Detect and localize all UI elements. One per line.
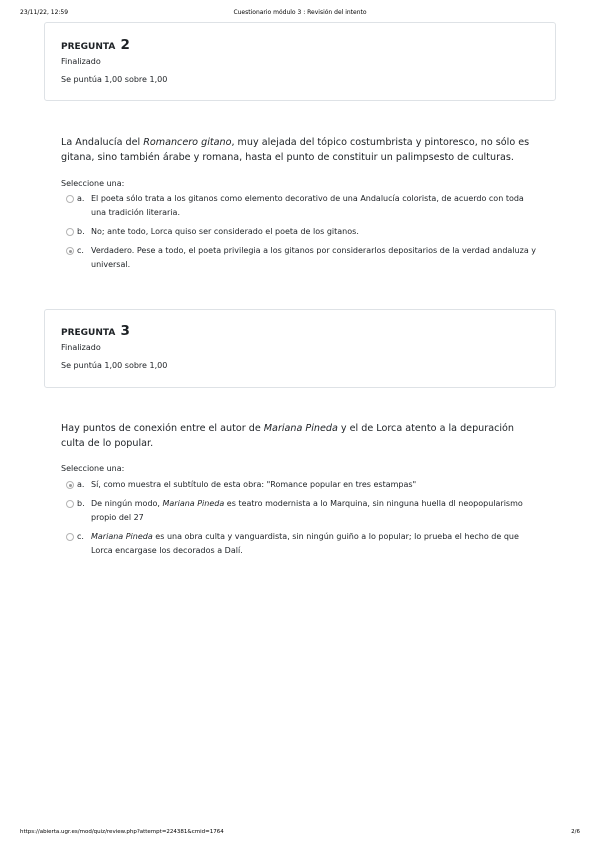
radio-button-selected[interactable]	[66, 481, 74, 489]
question-info-box-2	[44, 22, 556, 101]
question-text-italic: Romancero gitano	[143, 137, 232, 148]
option-text: El poeta sólo trata a los gitanos como elemento decorativo de una Andalucía colorista, de acuerdo con toda una tradición literaria.	[91, 194, 524, 217]
radio-button-selected[interactable]	[66, 247, 74, 255]
option-letter: a.	[77, 480, 85, 489]
option-text-part: es teatro modernista a lo Marquina, sin ninguna huella dl neopopularismo propio del 27	[91, 499, 523, 522]
radio-button[interactable]	[66, 228, 74, 236]
answer-option-c[interactable]	[66, 530, 544, 558]
option-text-part: es una obra culta y vanguardista, sin ningún guiño a lo popular; lo prueba el hecho de que Lorca encargase los decorados a Dalí.	[91, 532, 519, 555]
question-label: PREGUNTA	[61, 42, 116, 52]
answer-option-a[interactable]	[66, 192, 544, 220]
question-text-part: , muy alejada del tópico costumbrista y pintoresco, no sólo es gitana, sino también árabe y romana, hasta el punto de constituir un palimpsesto de culturas.	[61, 137, 530, 163]
print-header	[0, 9, 600, 21]
question-text-part: La Andalucía del	[61, 137, 144, 148]
question-number: 3	[120, 323, 130, 339]
question-number: 2	[120, 37, 130, 53]
answer-option-c[interactable]	[66, 244, 544, 272]
option-text: Verdadero. Pese a todo, el poeta privilegia a los gitanos por considerarlos depositarios de la verdad andaluza y universal.	[91, 246, 537, 269]
question-text-italic: Mariana Pineda	[263, 423, 338, 434]
option-text	[91, 530, 541, 557]
question-heading	[61, 37, 130, 53]
option-letter: b.	[77, 227, 85, 236]
question-heading	[61, 323, 130, 339]
option-text-italic: Mariana Pineda	[91, 532, 153, 541]
answer-option-a[interactable]	[66, 478, 544, 492]
page-url: https://abierta.ugr.es/mod/quiz/review.php?attempt=224381&cmid=1764	[20, 829, 224, 835]
question-text-part: y el de Lorca atento a la depuración culta de lo popular.	[61, 423, 514, 449]
option-text: Sí, como muestra el subtítulo de esta obra: "Romance popular en tres estampas"	[91, 480, 417, 489]
option-text-part: De ningún modo,	[91, 499, 163, 508]
print-date: 23/11/22, 12:59	[20, 9, 69, 16]
answer-option-b[interactable]	[66, 497, 544, 525]
question-text	[61, 135, 539, 165]
question-text	[61, 421, 539, 451]
option-text: No; ante todo, Lorca quiso ser considerado el poeta de los gitanos.	[91, 227, 359, 236]
answer-prompt: Seleccione una:	[61, 464, 125, 473]
answer-option-b[interactable]	[66, 225, 544, 239]
print-footer	[0, 829, 600, 841]
document-title: Cuestionario módulo 3 : Revisión del intento	[233, 9, 367, 16]
radio-button[interactable]	[66, 195, 74, 203]
answer-prompt: Seleccione una:	[61, 179, 125, 188]
option-text	[91, 497, 541, 524]
question-grade: Se puntúa 1,00 sobre 1,00	[61, 75, 168, 84]
radio-button[interactable]	[66, 533, 74, 541]
question-text-part: Hay puntos de conexión entre el autor de	[61, 423, 264, 434]
question-state: Finalizado	[61, 343, 101, 352]
question-info-box-3	[44, 309, 556, 388]
option-letter: c.	[77, 246, 84, 255]
option-letter: c.	[77, 532, 84, 541]
option-letter: b.	[77, 499, 85, 508]
option-text-italic: Mariana Pineda	[162, 499, 225, 508]
question-label: PREGUNTA	[61, 328, 116, 338]
option-letter: a.	[77, 194, 85, 203]
page-number: 2/6	[571, 829, 580, 835]
radio-button[interactable]	[66, 500, 74, 508]
question-state: Finalizado	[61, 57, 101, 66]
question-grade: Se puntúa 1,00 sobre 1,00	[61, 361, 168, 370]
